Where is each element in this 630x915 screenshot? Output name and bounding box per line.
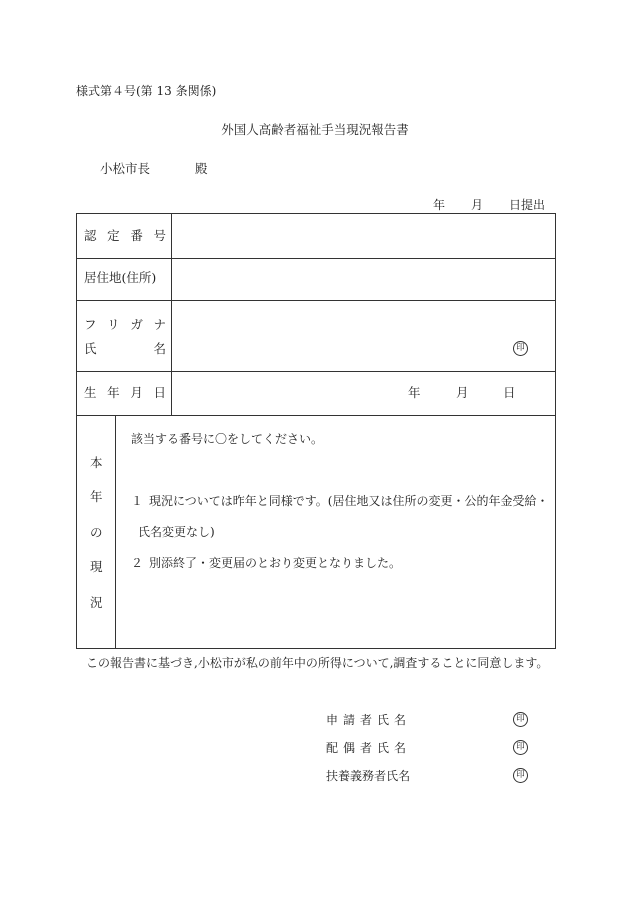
- status-label-char: 現: [90, 559, 103, 574]
- status-instruction: 該当する番号に〇をしてください。: [131, 432, 324, 446]
- option-1-text: 現況については昨年と同様です。(居住地又は住所の変更・公的年金受給・: [149, 494, 549, 508]
- cert-number-label: [84, 230, 166, 243]
- spouse-char: 者: [359, 741, 372, 755]
- status-label-char: の: [90, 525, 103, 540]
- page-title: 外国人高齢者福祉手当現況報告書: [221, 122, 409, 137]
- spouse-char: 配: [326, 741, 339, 755]
- furigana-label: [84, 319, 166, 332]
- birthdate-char: 年: [107, 385, 120, 400]
- option-2-text: 別添終了・変更届のとおり変更となりました。: [149, 556, 402, 570]
- supporter-seal-icon: 印: [513, 768, 528, 783]
- applicant-name-label: [326, 714, 406, 726]
- name-char: 名: [153, 341, 166, 356]
- spouse-name-label: [326, 742, 406, 754]
- name-label: [84, 343, 166, 356]
- applicant-char: 申: [326, 713, 339, 727]
- furigana-char: リ: [107, 317, 120, 332]
- spouse-char: 偶: [342, 741, 355, 755]
- submit-month-label: 月: [471, 198, 484, 212]
- supporter-char: 氏: [386, 769, 399, 783]
- option-2-number: ２: [131, 556, 144, 570]
- spouse-char: 名: [393, 741, 406, 755]
- submit-year-label: 年: [433, 198, 446, 212]
- applicant-seal-icon: 印: [513, 712, 528, 727]
- consent-statement: この報告書に基づき,小松市が私の前年中の所得について,調査することに同意します。: [86, 656, 549, 670]
- birth-day-unit: 日: [503, 385, 516, 400]
- applicant-char: 者: [359, 713, 372, 727]
- supporter-char: 者: [374, 769, 387, 783]
- applicant-char: 請: [342, 713, 355, 727]
- applicant-char: 氏: [376, 713, 389, 727]
- submit-day-label: 日提出: [509, 198, 546, 212]
- supporter-char: 名: [398, 769, 411, 783]
- cert-number-char: 号: [153, 228, 166, 243]
- option-1-number: １: [131, 494, 144, 508]
- birth-year-unit: 年: [408, 385, 421, 400]
- name-char: 氏: [84, 341, 97, 356]
- form-number: 様式第４号(第 13 条関係): [76, 84, 217, 98]
- birthdate-char: 月: [130, 385, 143, 400]
- addressee: 小松市長: [100, 161, 151, 176]
- option-1-continuation: 氏名変更なし): [138, 525, 215, 539]
- status-label-char: 年: [90, 489, 103, 504]
- supporter-char: 義: [350, 769, 363, 783]
- cert-number-char: 認: [84, 228, 97, 243]
- address-label: 居住地(住所): [84, 270, 157, 285]
- furigana-char: ナ: [153, 317, 166, 332]
- furigana-char: ガ: [130, 317, 143, 332]
- status-label-char: 況: [90, 595, 103, 610]
- cert-number-char: 番: [130, 228, 143, 243]
- birthdate-char: 生: [84, 385, 97, 400]
- birthdate-char: 日: [153, 385, 166, 400]
- name-seal-icon: 印: [513, 341, 528, 356]
- status-label-char: 本: [90, 455, 103, 470]
- applicant-char: 名: [393, 713, 406, 727]
- supporter-char: 務: [362, 769, 375, 783]
- supporter-name-label: [326, 769, 411, 783]
- cert-number-char: 定: [107, 228, 120, 243]
- birthdate-label: [84, 387, 166, 400]
- spouse-seal-icon: 印: [513, 740, 528, 755]
- submit-date: [433, 199, 545, 211]
- spouse-char: 氏: [376, 741, 389, 755]
- supporter-char: 扶: [326, 769, 339, 783]
- furigana-char: フ: [84, 317, 97, 332]
- addressee-honorific: 殿: [195, 161, 208, 176]
- birth-month-unit: 月: [456, 385, 469, 400]
- supporter-char: 養: [338, 769, 351, 783]
